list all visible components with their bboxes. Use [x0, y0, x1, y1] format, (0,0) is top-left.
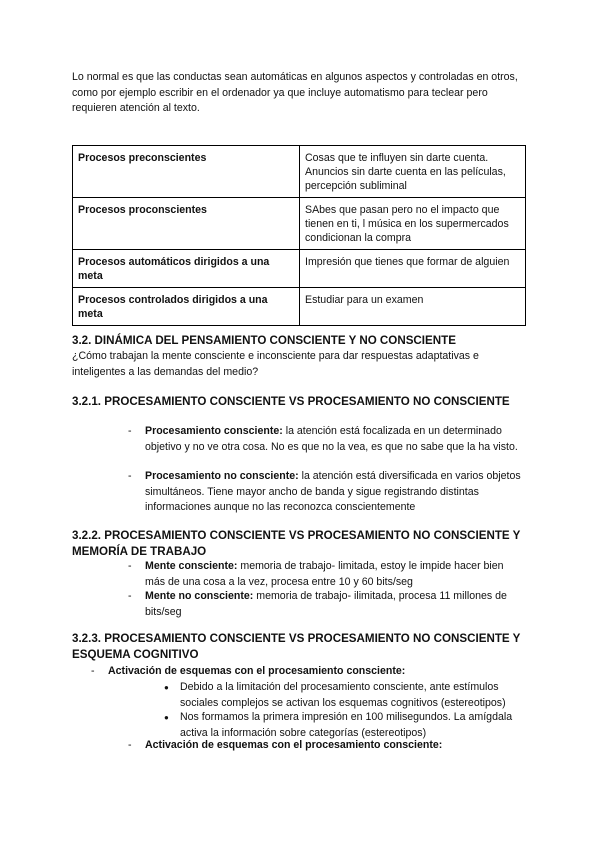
dash-marker: -	[128, 560, 132, 572]
section-heading-3-2-2: 3.2.2. PROCESAMIENTO CONSCIENTE VS PROCESAMIENTO NO CONSCIENTE Y MEMORÍA DE TRABAJO	[72, 529, 521, 558]
list-item	[128, 469, 525, 516]
table-row	[73, 250, 526, 288]
list-item	[91, 664, 528, 680]
table-cell-label: Procesos proconscientes	[73, 198, 300, 250]
item-term: Activación de esquemas con el procesamiento consciente:	[145, 739, 443, 751]
bullet-item	[164, 710, 525, 741]
list-item	[128, 424, 525, 455]
processes-table	[72, 145, 526, 326]
item-text: Nos formamos la primera impresión en 100 milisegundos. La amígdala activa la información sobre categorías (estereotipos)	[180, 711, 513, 739]
item-term: Procesamiento no consciente:	[145, 470, 299, 482]
item-text: memoria de trabajo- limitada, estoy le impide hacer bien más de una cosa a la vez, procesa entre 10 y 60 bits/seg	[145, 560, 504, 588]
item-text: la atención está diversificada en varios objetos simultáneos. Tiene mayor ancho de banda y sigue registrando distintas informaciones aunque no las reconozca conscientemente	[145, 470, 521, 513]
item-term: Activación de esquemas con el procesamiento consciente:	[108, 665, 406, 677]
list-item	[128, 738, 525, 754]
section-heading-3-2-1: 3.2.1. PROCESAMIENTO CONSCIENTE VS PROCESAMIENTO NO CONSCIENTE	[72, 395, 510, 408]
section-question: ¿Cómo trabajan la mente consciente e inconsciente para dar respuestas adaptativas e inteligentes a las demandas del medio?	[72, 350, 479, 378]
table-row	[73, 198, 526, 250]
dash-marker: -	[91, 665, 95, 677]
item-term: Mente consciente:	[145, 560, 238, 572]
item-text: Debido a la limitación del procesamiento consciente, ante estímulos sociales complejos se activan los esquemas cognitivos (estereotipos)	[180, 681, 506, 709]
item-text: la atención está focalizada en un determinado objetivo y no ve otra cosa. No es que no la vea, es que no sabe que la ha visto.	[145, 425, 518, 453]
dash-marker: -	[128, 590, 132, 602]
dash-marker: -	[128, 739, 132, 751]
item-text: memoria de trabajo- ilimitada, procesa 11 millones de bits/seg	[145, 590, 507, 618]
list-item	[128, 559, 525, 590]
table-cell-label: Procesos controlados dirigidos a una meta	[73, 288, 300, 326]
table-cell-label: Procesos automáticos dirigidos a una meta	[73, 250, 300, 288]
intro-paragraph: Lo normal es que las conductas sean automáticas en algunos aspectos y controladas en otros, como por ejemplo escribir en el ordenador ya que incluye automatismo para teclear pero requieren atención al texto.	[72, 71, 518, 114]
bullet-marker: ●	[164, 713, 169, 722]
item-term: Procesamiento consciente:	[145, 425, 283, 437]
item-term: Mente no consciente:	[145, 590, 254, 602]
dash-marker: -	[128, 470, 132, 482]
dash-marker: -	[128, 425, 132, 437]
section-heading-3-2-3: 3.2.3. PROCESAMIENTO CONSCIENTE VS PROCESAMIENTO NO CONSCIENTE Y ESQUEMA COGNITIVO	[72, 632, 521, 661]
section-heading-3-2: 3.2. DINÁMICA DEL PENSAMIENTO CONSCIENTE Y NO CONSCIENTE	[72, 334, 456, 347]
list-item	[128, 589, 525, 620]
table-row	[73, 288, 526, 326]
bullet-item	[164, 680, 525, 711]
table-cell-desc: SAbes que pasan pero no el impacto que tienen en ti, l música en los supermercados condicionan la compra	[300, 198, 526, 250]
table-cell-desc: Estudiar para un examen	[300, 288, 526, 326]
bullet-marker: ●	[164, 683, 169, 692]
table-cell-desc: Impresión que tienes que formar de alguien	[300, 250, 526, 288]
table-row	[73, 146, 526, 198]
table-cell-desc: Cosas que te influyen sin darte cuenta. Anuncios sin darte cuenta en las películas, percepción subliminal	[300, 146, 526, 198]
table-cell-label: Procesos preconscientes	[73, 146, 300, 198]
